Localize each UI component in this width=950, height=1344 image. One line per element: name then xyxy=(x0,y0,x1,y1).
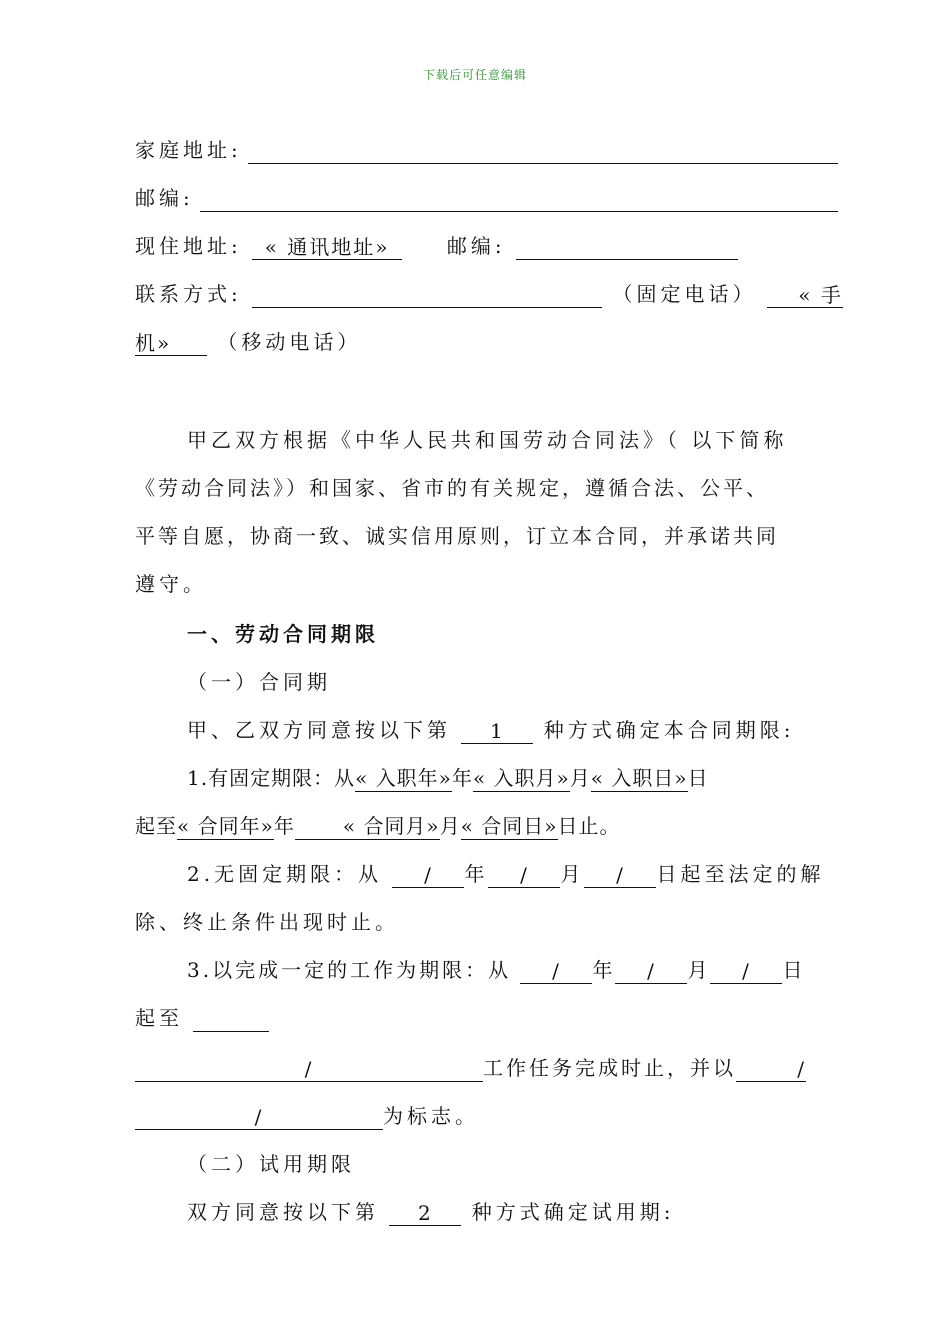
method-text-pre: 甲、乙双方同意按以下第 xyxy=(187,718,451,742)
month-label-2: 月 xyxy=(439,814,461,838)
item-2-year-blank[interactable]: / xyxy=(392,861,464,888)
item-2-prefix: 2.无固定期限：从 xyxy=(187,862,383,886)
item-3-task-blank[interactable]: / xyxy=(135,1055,483,1082)
item-2-tail: 日起至法定的解 xyxy=(656,862,825,886)
item-2-row-2: 除、终止条件出现时止。 xyxy=(135,910,399,934)
current-address-field[interactable]: « 通讯地址» xyxy=(252,233,402,260)
intro-line-1: 甲乙双方根据《中华人民共和国劳动合同法》（ 以下简称 xyxy=(187,428,788,452)
contract-year-field[interactable]: « 合同年» xyxy=(177,814,274,838)
contract-month-field[interactable]: « 合同月» xyxy=(295,814,440,840)
entry-month-field[interactable]: « 入职月» xyxy=(472,766,570,790)
method-text-post: 种方式确定本合同期限: xyxy=(543,718,795,742)
item-2-month-label: 月 xyxy=(560,862,585,886)
year-label-2: 年 xyxy=(273,814,295,838)
day-label: 日 xyxy=(687,766,709,790)
item-3-mark-blank-2[interactable]: / xyxy=(135,1103,383,1130)
sub-section-1-title: （一）合同期 xyxy=(187,670,331,694)
probation-row xyxy=(135,1198,890,1226)
contract-day-field[interactable]: « 合同日» xyxy=(460,814,558,838)
home-address-row xyxy=(135,136,838,164)
item-3-to-blank[interactable] xyxy=(193,1005,269,1032)
item-3-day-blank[interactable]: / xyxy=(710,957,782,984)
item-1-prefix: 1.有固定期限：从 xyxy=(187,766,356,790)
item-3-row xyxy=(135,956,890,984)
page-header: 下载后可任意编辑 xyxy=(422,68,527,82)
intro-line-2: 《劳动合同法》）和国家、省市的有关规定，遵循合法、公平、 xyxy=(135,476,769,500)
method-row xyxy=(135,716,890,744)
item-3-row-2 xyxy=(135,1004,838,1032)
item-3-day-label: 日 xyxy=(782,958,806,982)
entry-day-field[interactable]: « 入职日» xyxy=(590,766,688,790)
postcode-blank[interactable] xyxy=(200,187,838,212)
current-address-row xyxy=(135,232,838,260)
item-3-prefix: 3.以完成一定的工作为期限：从 xyxy=(187,958,512,982)
item-3-task-end: 工作任务完成时止，并以 xyxy=(483,1056,736,1080)
fixed-phone-blank[interactable] xyxy=(252,281,602,308)
contact-label: 联系方式: xyxy=(135,282,242,306)
mobile-field-part1[interactable]: « 手 xyxy=(767,281,843,308)
item-3-to: 起至 xyxy=(135,1006,183,1030)
item-3-row-4 xyxy=(135,1102,838,1130)
probation-pre: 双方同意按以下第 xyxy=(187,1200,379,1224)
sub-section-2-title: （二）试用期限 xyxy=(187,1152,355,1176)
item-1-row xyxy=(135,764,890,792)
entry-year-field[interactable]: « 入职年» xyxy=(355,766,452,790)
intro-line-3: 平等自愿，协商一致、诚实信用原则，订立本合同，并承诺共同 xyxy=(135,524,779,548)
postcode-blank-2[interactable] xyxy=(516,233,738,260)
item-3-month-blank[interactable]: / xyxy=(615,957,687,984)
item-2-row xyxy=(135,860,890,888)
probation-post: 种方式确定试用期: xyxy=(471,1200,675,1224)
item-3-mark-label: 为标志。 xyxy=(383,1104,479,1128)
mobile-phone-label: （移动电话） xyxy=(217,330,362,354)
item-3-year-label: 年 xyxy=(592,958,616,982)
section-1-title: 一、劳动合同期限 xyxy=(187,622,379,646)
item-3-mark-blank[interactable]: / xyxy=(736,1055,806,1082)
end-label: 日止。 xyxy=(557,814,621,838)
to-label: 起至 xyxy=(135,814,177,838)
postcode-label: 邮编: xyxy=(135,186,194,210)
item-3-month-label: 月 xyxy=(687,958,711,982)
home-address-blank[interactable] xyxy=(248,139,838,164)
item-1-row-2 xyxy=(135,812,838,840)
month-label: 月 xyxy=(569,766,591,790)
item-3-row-3 xyxy=(135,1054,838,1082)
year-label: 年 xyxy=(451,766,473,790)
mobile-row xyxy=(135,328,838,356)
home-address-label: 家庭地址: xyxy=(135,138,242,162)
item-2-year-label: 年 xyxy=(464,862,489,886)
item-3-year-blank[interactable]: / xyxy=(520,957,592,984)
contact-row xyxy=(135,280,843,308)
method-choice-field[interactable]: 1 xyxy=(461,717,533,744)
postcode-row xyxy=(135,184,838,212)
item-2-day-blank[interactable]: / xyxy=(584,861,656,888)
fixed-phone-label: （固定电话） xyxy=(612,282,757,306)
intro-line-4: 遵守。 xyxy=(135,572,207,596)
mobile-field-part2[interactable]: 机» xyxy=(135,329,207,356)
item-2-month-blank[interactable]: / xyxy=(488,861,560,888)
current-address-label: 现住地址: xyxy=(135,234,242,258)
probation-choice-field[interactable]: 2 xyxy=(389,1199,461,1226)
postcode-label-2: 邮编: xyxy=(446,234,506,258)
